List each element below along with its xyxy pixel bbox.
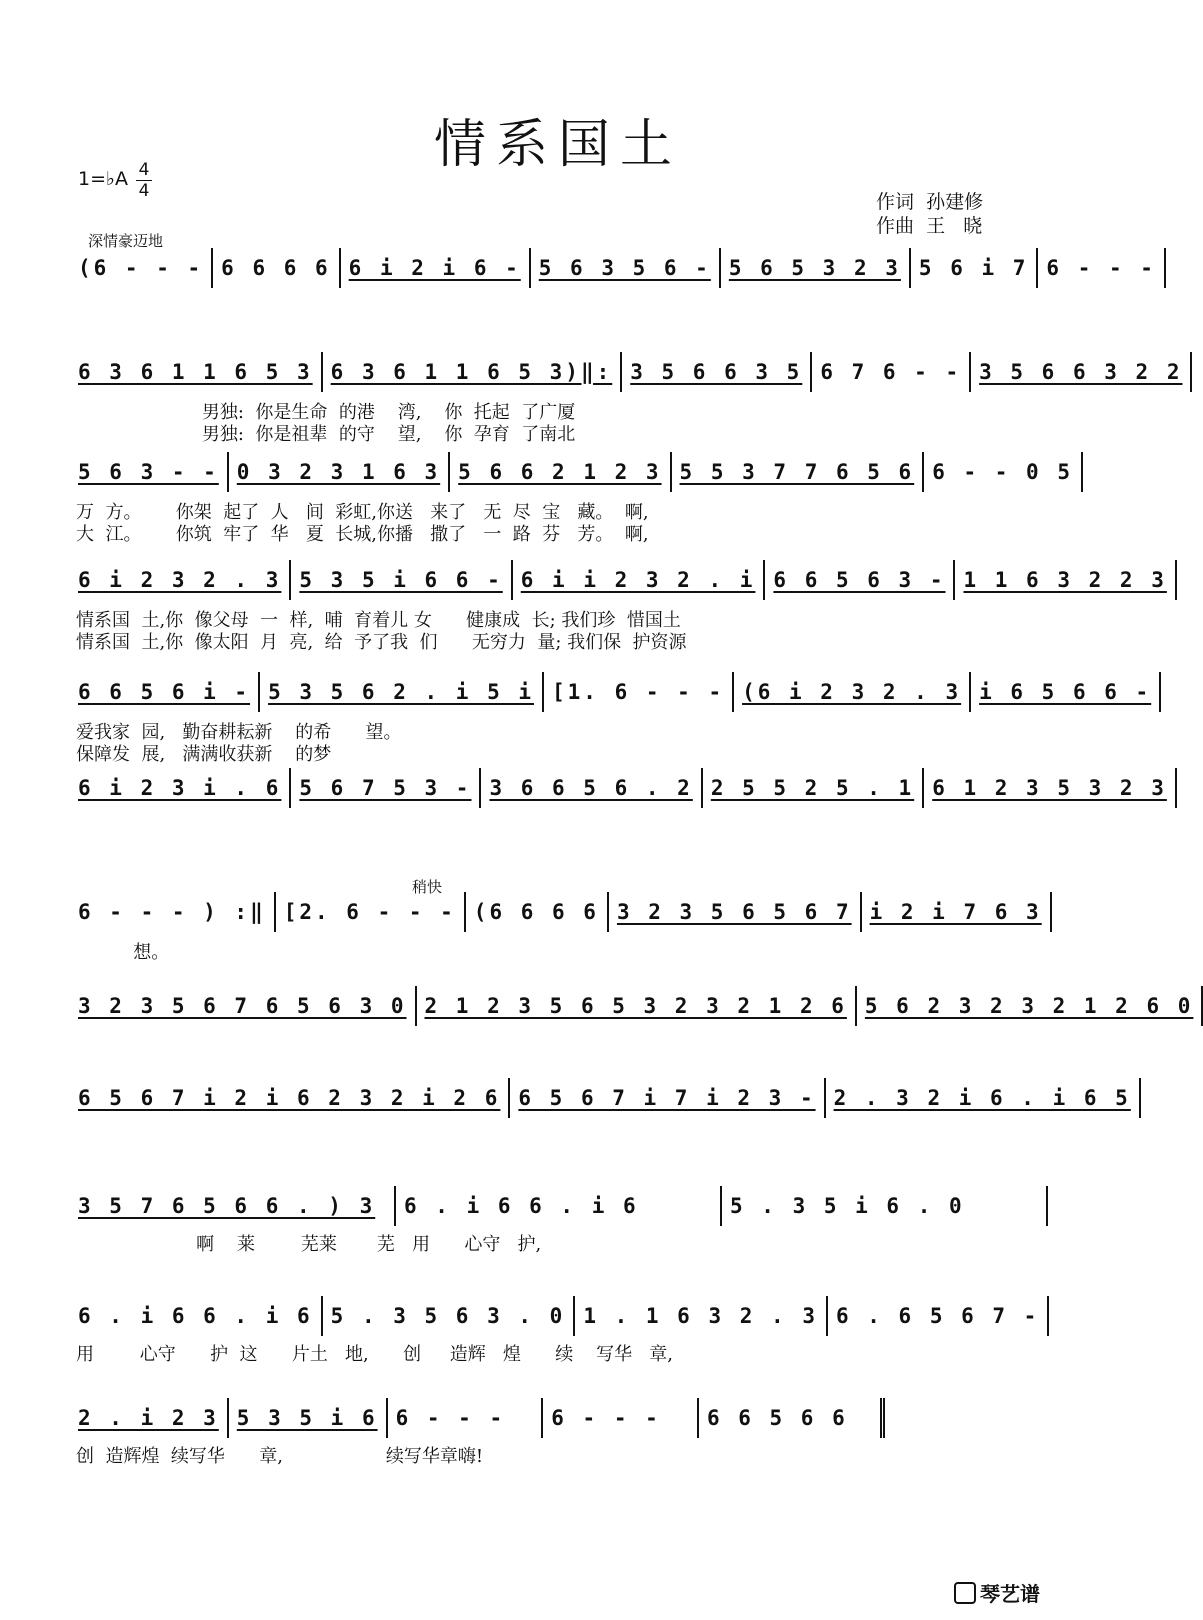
score-row-4: [76, 560, 1167, 600]
measure: 3 2 3 5 6 5 6 7: [609, 892, 862, 932]
time-signature-bottom: 4: [136, 180, 152, 201]
key-signature: 1=♭A: [78, 168, 128, 190]
measure: 5 3 5 i 6: [229, 1398, 388, 1438]
lyric-line: 情系国 土,你 像父母 一 样, 哺 育着儿 女 健康成 长; 我们珍 惜国土: [76, 610, 681, 631]
lyric-line: 创 造辉煌 续写华 章, 续写华章嗨!: [76, 1446, 484, 1467]
measure: 2 . 3 2 i 6 . i 6 5: [826, 1078, 1141, 1118]
measure: 6 i i 2 3 2 . i: [513, 560, 766, 600]
measure: (6 i 2 3 2 . 3: [734, 672, 971, 712]
lyric-line: 爱我家 园, 勤奋耕耘新 的希 望。: [76, 722, 402, 743]
measure: 6 6 5 6 3 -: [765, 560, 955, 600]
score-row-6: [76, 768, 1167, 808]
measure: 6 - - - ) :‖: [76, 892, 276, 932]
measure: (6 6 6 6: [466, 892, 609, 932]
time-signature: [136, 160, 152, 201]
measure: [1. 6 - - -: [544, 672, 734, 712]
logo-mark-icon: [954, 1582, 976, 1604]
measure: 5 5 3 7 7 6 5 6: [672, 452, 925, 492]
measure: 5 6 6 2 1 2 3: [450, 452, 671, 492]
measure: 0 3 2 3 1 6 3: [229, 452, 450, 492]
lyric-line: 啊 莱 芜莱 芜 用 心守 护,: [76, 1234, 542, 1255]
lyric-line: 男独: 你是祖辈 的守 望, 你 孕育 了南北: [76, 424, 576, 445]
score-row-5: [76, 672, 1152, 712]
spacer: [885, 1398, 1048, 1438]
measure: 5 3 5 6 2 . i 5 i: [260, 672, 544, 712]
measure: 6 . i 6 6 . i 6: [76, 1296, 323, 1336]
measure: 6 - - -: [388, 1398, 544, 1438]
measure: 3 5 6 6 3 5: [622, 352, 812, 392]
lyric-line: 保障发 展, 满满收获新 的梦: [76, 744, 332, 765]
score-row-12: [76, 1398, 1048, 1438]
score-row-8: [76, 986, 1194, 1026]
measure: 5 6 5 3 2 3: [721, 248, 911, 288]
measure-final: 6 6 5 6 6: [699, 1398, 885, 1438]
credits: [876, 190, 983, 238]
measure: i 2 i 7 6 3: [862, 892, 1052, 932]
measure: [2. 6 - - -: [276, 892, 466, 932]
measure: 6 - - -: [543, 1398, 699, 1438]
measure: 3 6 6 5 6 . 2: [481, 768, 702, 808]
lyric-line: 想。: [76, 942, 170, 963]
measure: 6 . i 6 6 . i 6: [396, 1186, 722, 1226]
lyricist-credit: 作词 孙建修: [876, 191, 984, 213]
measure: 5 . 3 5 i 6 . 0: [722, 1186, 1048, 1226]
measure: 6 6 5 6 i -: [76, 672, 260, 712]
score-row-2: [76, 352, 1183, 392]
site-logo: [954, 1578, 1040, 1607]
tempo-marking-faster: 稍快: [412, 878, 443, 896]
lyric-line: 情系国 土,你 像太阳 月 亮, 给 予了我 们 无穷力 量; 我们保 护资源: [76, 632, 687, 653]
measure: 1 . 1 6 3 2 . 3: [575, 1296, 828, 1336]
measure: 6 3 6 1 1 6 5 3)‖:: [323, 352, 623, 392]
lyric-line: 万 方。 你架 起了 人 间 彩虹,你送 来了 无 尽 宝 藏。 啊,: [76, 502, 649, 523]
measure: 6 - - -: [1038, 248, 1166, 288]
measure: 2 1 2 3 5 6 5 3 2 3 2 1 2 6: [417, 986, 857, 1026]
score-row-7: [76, 892, 1048, 932]
time-signature-top: 4: [138, 160, 150, 180]
measure: 6 5 6 7 i 7 i 2 3 -: [510, 1078, 825, 1118]
measure: 6 3 6 1 1 6 5 3: [76, 352, 323, 392]
measure: 3 2 3 5 6 7 6 5 6 3 0: [76, 986, 417, 1026]
score-row-10: [76, 1186, 1048, 1226]
score-row-3: [76, 452, 1073, 492]
measure: 6 1 2 3 5 3 2 3: [924, 768, 1177, 808]
song-title: 情系国土: [433, 115, 682, 175]
measure: 6 i 2 3 2 . 3: [76, 560, 291, 600]
score-row-9: [76, 1078, 1131, 1118]
measure: 2 . i 2 3: [76, 1398, 229, 1438]
measure: 2 5 5 2 5 . 1: [703, 768, 924, 808]
measure: 6 7 6 - -: [812, 352, 971, 392]
measure: 6 6 6 6: [213, 248, 341, 288]
measure: 6 5 6 7 i 2 i 6 2 3 2 i 2 6: [76, 1078, 510, 1118]
score-row-1: [76, 248, 1156, 288]
lyric-line: 用 心守 护 这 片土 地, 创 造辉 煌 续 写华 章,: [76, 1344, 673, 1365]
score-row-11: [76, 1296, 1048, 1336]
measure: 6 . 6 5 6 7 -: [828, 1296, 1049, 1336]
measure: 5 6 2 3 2 3 2 1 2 6 0: [857, 986, 1203, 1026]
measure: 6 - - 0 5: [924, 452, 1083, 492]
measure: 5 6 3 - -: [76, 452, 229, 492]
measure: 5 . 3 5 6 3 . 0: [323, 1296, 576, 1336]
measure: (6 - - -: [76, 248, 213, 288]
measure: 5 6 3 5 6 -: [531, 248, 721, 288]
measure: 1 1 6 3 2 2 3: [955, 560, 1176, 600]
tempo-marking: 深情豪迈地: [88, 232, 164, 250]
logo-text: 琴艺谱: [980, 1582, 1040, 1606]
measure: 5 3 5 i 6 6 -: [291, 560, 512, 600]
composer-credit: 作曲 王 晓: [876, 215, 983, 237]
measure: 5 6 7 5 3 -: [291, 768, 481, 808]
measure: i 6 5 6 6 -: [971, 672, 1161, 712]
lyric-line: 男独: 你是生命 的港 湾, 你 托起 了广厦: [76, 402, 576, 423]
measure: 6 i 2 3 i . 6: [76, 768, 291, 808]
measure: 6 i 2 i 6 -: [341, 248, 531, 288]
measure: 3 5 7 6 5 6 6 . ) 3: [76, 1186, 396, 1226]
measure: 5 6 i 7: [911, 248, 1039, 288]
lyric-line: 大 江。 你筑 牢了 华 夏 长城,你播 撒了 一 路 芬 芳。 啊,: [76, 524, 649, 545]
measure: 3 5 6 6 3 2 2: [971, 352, 1192, 392]
